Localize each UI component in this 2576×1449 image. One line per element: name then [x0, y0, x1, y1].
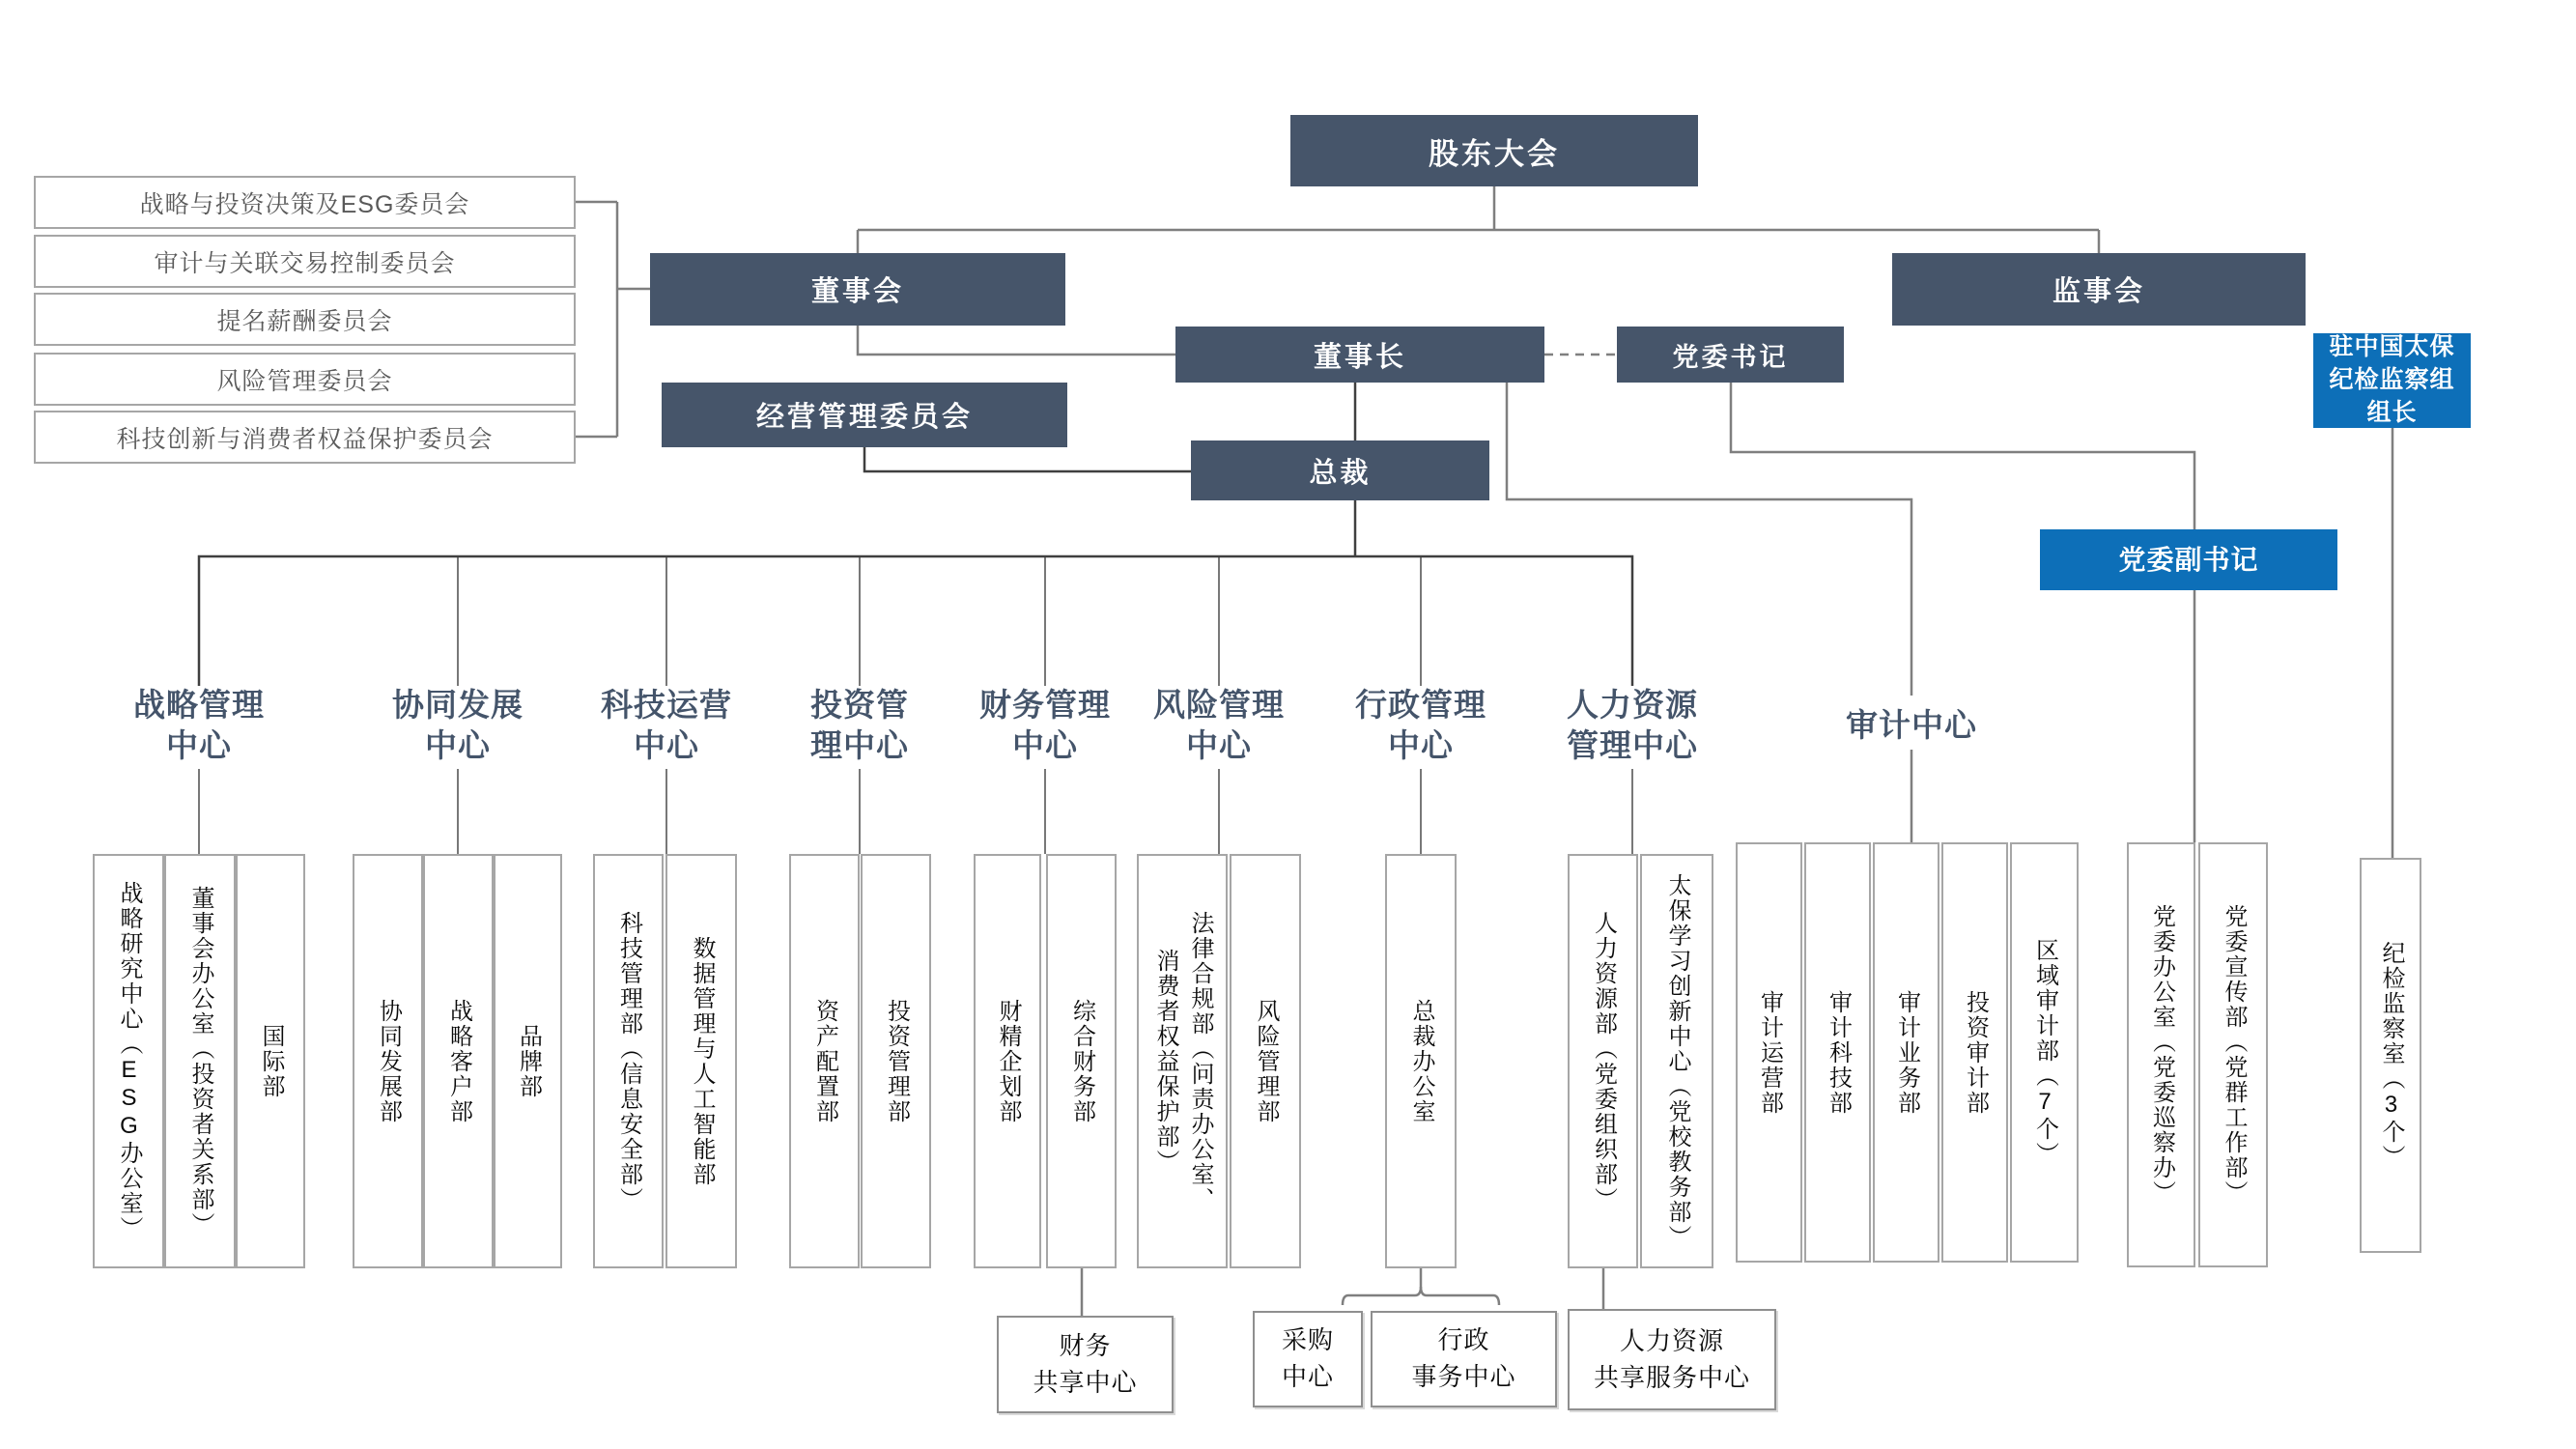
operation-management-committee [662, 383, 1067, 447]
center-audit-label-text: 审计中心 [1846, 706, 1977, 743]
dept-general-finance [1046, 854, 1117, 1268]
dept-party-committee-office [2127, 842, 2195, 1267]
center-strategy-label [93, 682, 305, 769]
finance-shared-center-text: 财务 共享中心 [1033, 1330, 1138, 1397]
shareholders-meeting-text: 股东大会 [1429, 136, 1560, 171]
dept-international-text: 国际部 [258, 1023, 284, 1099]
connector-35 [199, 556, 1632, 686]
connector-13 [1507, 383, 1911, 696]
center-risk-label [1113, 682, 1325, 769]
board-of-directors [650, 253, 1065, 326]
dept-risk-management-text: 风险管理部 [1253, 998, 1279, 1124]
latin-run: 3 [2378, 1092, 2404, 1120]
dept-party-committee-office-text: 党委办公室（党委巡察办） [2148, 904, 2175, 1206]
center-admin-label [1315, 682, 1527, 769]
dept-party-publicity [2198, 842, 2268, 1267]
center-investment-label-text: 投资管 理中心 [810, 686, 909, 763]
dept-discipline-inspection-offices [2360, 858, 2421, 1253]
dept-audit-operations-text: 审计运营部 [1756, 989, 1783, 1116]
party-secretary-text: 党委书记 [1672, 342, 1789, 372]
dept-cpic-learning-innovation-center-text: 太保学习创新中心（党校教务部） [1664, 872, 1690, 1250]
center-audit-label [1805, 701, 2018, 750]
president [1191, 440, 1489, 500]
dept-synergy-development [353, 854, 423, 1268]
dept-risk-management [1230, 854, 1301, 1268]
dept-discipline-inspection-offices-text: 纪检监察室（3个） [2378, 941, 2404, 1170]
center-admin-label-text: 行政管理 中心 [1355, 686, 1486, 763]
dept-brand [494, 854, 562, 1268]
chairman [1175, 327, 1544, 383]
dept-board-office-text: 董事会办公室（投资者关系部） [187, 885, 213, 1237]
dept-synergy-development-text: 协同发展部 [375, 998, 402, 1124]
supervisory-board-text: 监事会 [2052, 276, 2145, 307]
dept-asset-allocation-text: 资产配置部 [811, 998, 838, 1124]
procurement-center [1253, 1311, 1363, 1407]
connector-10 [1731, 383, 2194, 529]
dept-human-resources-text: 人力资源部（党委组织部） [1590, 910, 1617, 1212]
dept-data-ai-text: 数据管理与人工智能部 [689, 935, 715, 1187]
committee-risk-management [34, 353, 576, 406]
center-risk-label-text: 风险管理 中心 [1153, 686, 1285, 763]
latin-run: ESG [116, 1057, 142, 1141]
dept-president-office [1385, 854, 1457, 1268]
dept-legal-compliance [1137, 854, 1228, 1268]
party-secretary [1617, 327, 1844, 383]
committee-risk-management-text: 风险管理委员会 [216, 367, 393, 395]
committee-nomination-remuneration-text: 提名薪酬委员会 [216, 307, 393, 335]
president-office-brace [1343, 1287, 1499, 1305]
dept-audit-business-text: 审计业务部 [1893, 989, 1920, 1116]
hr-shared-service-center-text: 人力资源 共享服务中心 [1593, 1325, 1750, 1392]
committee-strategy-esg-text: 战略与投资决策及ESG委员会 [139, 190, 470, 218]
dept-human-resources [1568, 854, 1638, 1268]
dept-tech-management [593, 854, 664, 1268]
dept-audit-technology [1804, 842, 1871, 1263]
connector-33 [864, 447, 1191, 471]
admin-affairs-center-text: 行政 事务中心 [1411, 1325, 1516, 1391]
center-finance-label-text: 财务管理 中心 [979, 686, 1111, 763]
dept-strategic-clients [423, 854, 494, 1268]
center-investment-label [753, 682, 966, 769]
supervisory-board [1892, 253, 2306, 326]
deputy-party-secretary-text: 党委副书记 [2118, 544, 2259, 575]
committee-strategy-esg [34, 176, 576, 229]
committee-audit-related-transactions-text: 审计与关联交易控制委员会 [154, 249, 456, 277]
latin-run: 7 [2031, 1089, 2058, 1117]
dept-audit-technology-text: 审计科技部 [1825, 989, 1852, 1116]
operation-management-committee-text: 经营管理委员会 [755, 402, 973, 433]
dept-strategy-research [93, 854, 164, 1268]
center-strategy-label-text: 战略管理 中心 [133, 686, 265, 763]
dept-investment-audit [1941, 842, 2008, 1263]
admin-affairs-center [1371, 1311, 1557, 1407]
latin-run: ESG [340, 190, 395, 218]
dept-finance-actuarial-planning-text: 财精企划部 [995, 998, 1021, 1124]
dept-audit-business [1873, 842, 1939, 1263]
center-hr-label [1526, 682, 1739, 769]
dept-strategic-clients-text: 战略客户部 [445, 998, 472, 1124]
dept-party-publicity-text: 党委宣传部（党群工作部） [2221, 904, 2247, 1206]
dept-brand-text: 品牌部 [515, 1023, 542, 1099]
dept-investment-management-text: 投资管理部 [883, 998, 910, 1124]
committee-tech-innovation-consumer-protection [34, 411, 576, 464]
committee-tech-innovation-consumer-protection-text: 科技创新与消费者权益保护委员会 [116, 425, 494, 453]
center-hr-label-text: 人力资源 管理中心 [1567, 686, 1698, 763]
dept-regional-audit-text: 区域审计部（7个） [2031, 938, 2058, 1167]
discipline-inspection-group-leader [2313, 333, 2471, 428]
dept-audit-operations [1736, 842, 1802, 1263]
dept-regional-audit [2010, 842, 2079, 1263]
center-tech-ops-label [560, 682, 773, 769]
dept-data-ai [665, 854, 737, 1268]
dept-investment-management [861, 854, 931, 1268]
committee-nomination-remuneration [34, 293, 576, 346]
dept-general-finance-text: 综合财务部 [1068, 998, 1095, 1124]
committee-audit-related-transactions [34, 235, 576, 288]
center-synergy-label [352, 682, 564, 769]
center-tech-ops-label-text: 科技运营 中心 [601, 686, 732, 763]
dept-president-office-text: 总裁办公室 [1408, 998, 1434, 1124]
dept-asset-allocation [789, 854, 860, 1268]
discipline-inspection-group-leader-text: 驻中国太保 纪检监察组 组长 [2329, 333, 2455, 426]
center-synergy-label-text: 协同发展 中心 [392, 686, 524, 763]
shareholders-meeting [1290, 115, 1698, 186]
dept-board-office [164, 854, 236, 1268]
connector-4 [858, 326, 1175, 355]
dept-finance-actuarial-planning [974, 854, 1041, 1268]
dept-cpic-learning-innovation-center [1640, 854, 1713, 1268]
chairman-text: 董事长 [1313, 341, 1406, 373]
dept-tech-management-text: 科技管理部（信息安全部） [615, 910, 642, 1212]
dept-strategy-research-text: 战略研究中心（ESG办公室） [116, 881, 142, 1241]
finance-shared-center [997, 1316, 1174, 1413]
deputy-party-secretary [2040, 529, 2337, 590]
procurement-center-text: 采购 中心 [1281, 1325, 1334, 1391]
dept-international [236, 854, 305, 1268]
dept-investment-audit-text: 投资审计部 [1962, 989, 1989, 1116]
president-text: 总裁 [1309, 457, 1372, 489]
board-of-directors-text: 董事会 [810, 276, 904, 307]
dept-legal-compliance-text: 法律合规部（问责办公室、 消费者权益保护部） [1152, 910, 1213, 1212]
hr-shared-service-center [1568, 1309, 1776, 1410]
